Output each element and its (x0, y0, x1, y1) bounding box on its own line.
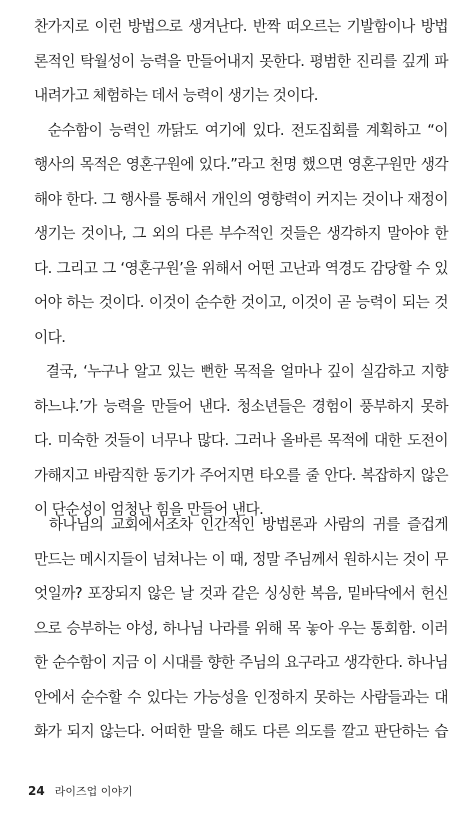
text-line: 이 단순성이 엄청난 힘을 만들어 낸다. (34, 501, 264, 518)
text-line: 결국, ‘누구나 알고 있는 뻔한 목적을 얼마나 깊이 실감하고 지향 (34, 363, 448, 380)
text-line: 하나님의 교회에서조차 인간적인 방법론과 사람의 귀를 즐겁게 (34, 516, 448, 533)
text-line: 론적인 탁월성이 능력을 만들어내지 못한다. 평범한 진리를 깊게 파 (34, 52, 448, 70)
text-line: 화가 되지 않는다. 어떠한 말을 해도 다른 의도를 깔고 판단하는 습 (34, 723, 448, 740)
text-line: 다. 그리고 그 ‘영혼구원’을 위해서 어떤 고난과 역경도 감당할 수 있 (34, 259, 448, 277)
text-line: 만드는 메시지들이 넘쳐나는 이 때, 정말 주님께서 원하시는 것이 무 (34, 550, 448, 568)
text-line: 다. 미숙한 것들이 너무나 많다. 그러나 올바른 목적에 대한 도전이 (34, 432, 448, 449)
text-line: 순수함이 능력인 까닭도 여기에 있다. 전도집회를 계획하고 “이 (34, 121, 448, 139)
text-line: 가해지고 바람직한 동기가 주어지면 타오를 줄 안다. 복잡하지 않은 (34, 466, 448, 484)
body-text-section-1 (34, 10, 448, 528)
text-line: 한 순수함이 지금 이 시대를 향한 주님의 요구라고 생각한다. 하나님 (34, 654, 448, 671)
page-footer (28, 783, 133, 799)
text-line: 찬가지로 이런 방법으로 생겨난다. 반짝 떠오르는 기발함이나 방법 (34, 18, 448, 35)
text-line: 으로 승부하는 야성, 하나님 나라를 위해 목 놓아 우는 통회함. 이러 (34, 619, 448, 637)
text-line: 어야 하는 것이다. 이것이 순수한 것이고, 이것이 곧 능력이 되는 것 (34, 294, 448, 311)
running-title: 라이즈업 이야기 (54, 785, 133, 798)
text-line: 내려가고 체험하는 데서 능력이 생기는 것이다. (34, 87, 318, 104)
text-line: 행사의 목적은 영혼구원에 있다.”라고 천명 했으면 영혼구원만 생각 (34, 156, 448, 173)
text-line: 이다. (34, 328, 66, 346)
text-line: 안에서 순수할 수 있다는 가능성을 인정하지 못하는 사람들과는 대 (34, 688, 448, 706)
page-number: 24 (28, 784, 45, 798)
text-line: 해야 한다. 그 행사를 통해서 개인의 영향력이 커지는 것이나 재정이 (34, 190, 448, 208)
text-line: 하느냐.’가 능력을 만들어 낸다. 청소년들은 경험이 풍부하지 못하 (34, 397, 448, 415)
text-line: 엇일까? 포장되지 않은 날 것과 같은 싱싱한 복음, 밑바닥에서 헌신 (34, 585, 448, 602)
text-line: 생기는 것이나, 그 외의 다른 부수적인 것들은 생각하지 말아야 한 (34, 225, 448, 242)
body-text-section-2 (34, 508, 448, 750)
